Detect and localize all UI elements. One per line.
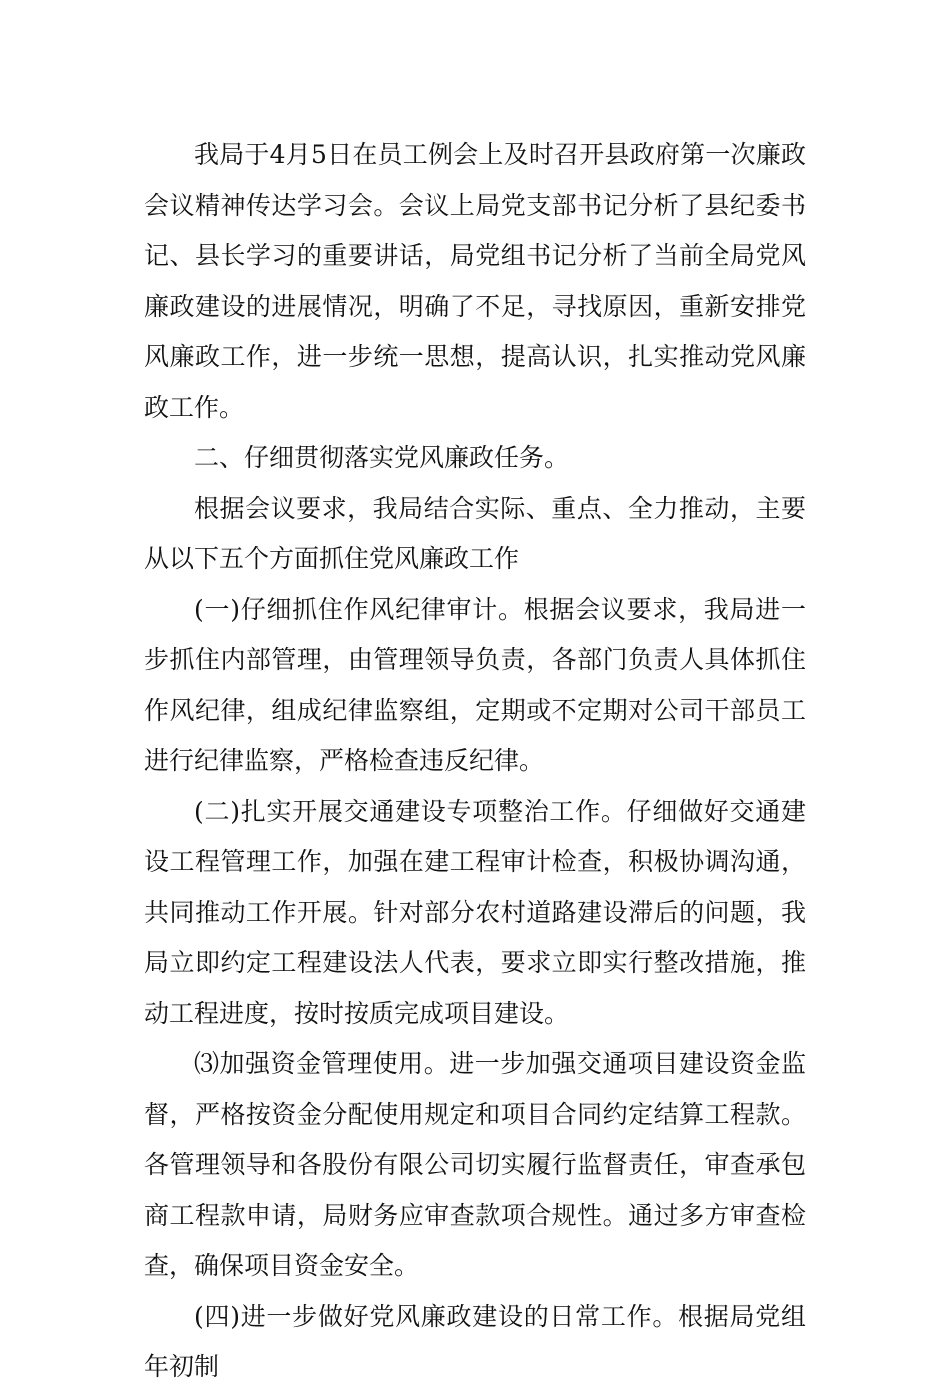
paragraph-item-3: ⑶加强资金管理使用。进一步加强交通项目建设资金监督，严格按资金分配使用规定和项目合同约定结算工程款。各管理领导和各股份有限公司切实履行监督责任，审查承包商工程款申请，局财务应审查款项合规性。通过多方审查检查，确保项目资金安全。 xyxy=(144,1049,806,1280)
document-body xyxy=(144,130,806,1393)
paragraph-item-4: (四)进一步做好党风廉政建设的日常工作。根据局党组年初制 xyxy=(144,1301,806,1381)
paragraph-item-2: (二)扎实开展交通建设专项整治工作。仔细做好交通建设工程管理工作，加强在建工程审计检查，积极协调沟通，共同推动工作开展。针对部分农村道路建设滞后的问题，我局立即约定工程建设法人代表，要求立即实行整改措施，推动工程进度，按时按质完成项目建设。 xyxy=(144,796,806,1028)
paragraph-intro: 根据会议要求，我局结合实际、重点、全力推动，主要从以下五个方面抓住党风廉政工作 xyxy=(144,493,806,573)
paragraph-item-1: (一)仔细抓住作风纪律审计。根据会议要求，我局进一步抓住内部管理，由管理领导负责，各部门负责人具体抓住作风纪律，组成纪律监察组，定期或不定期对公司干部员工进行纪律监察，严格检查违反纪律。 xyxy=(144,594,806,775)
section-heading-2: 二、仔细贯彻落实党风廉政任务。 xyxy=(194,443,570,472)
paragraph-meeting-summary: 我局于4月5日在员工例会上及时召开县政府第一次廉政会议精神传达学习会。会议上局党支部书记分析了县纪委书记、县长学习的重要讲话，局党组书记分析了当前全局党风廉政建设的进展情况，明确了不足，寻找原因，重新安排党风廉政工作，进一步统一思想，提高认识，扎实推动党风廉政工作。 xyxy=(144,140,806,422)
